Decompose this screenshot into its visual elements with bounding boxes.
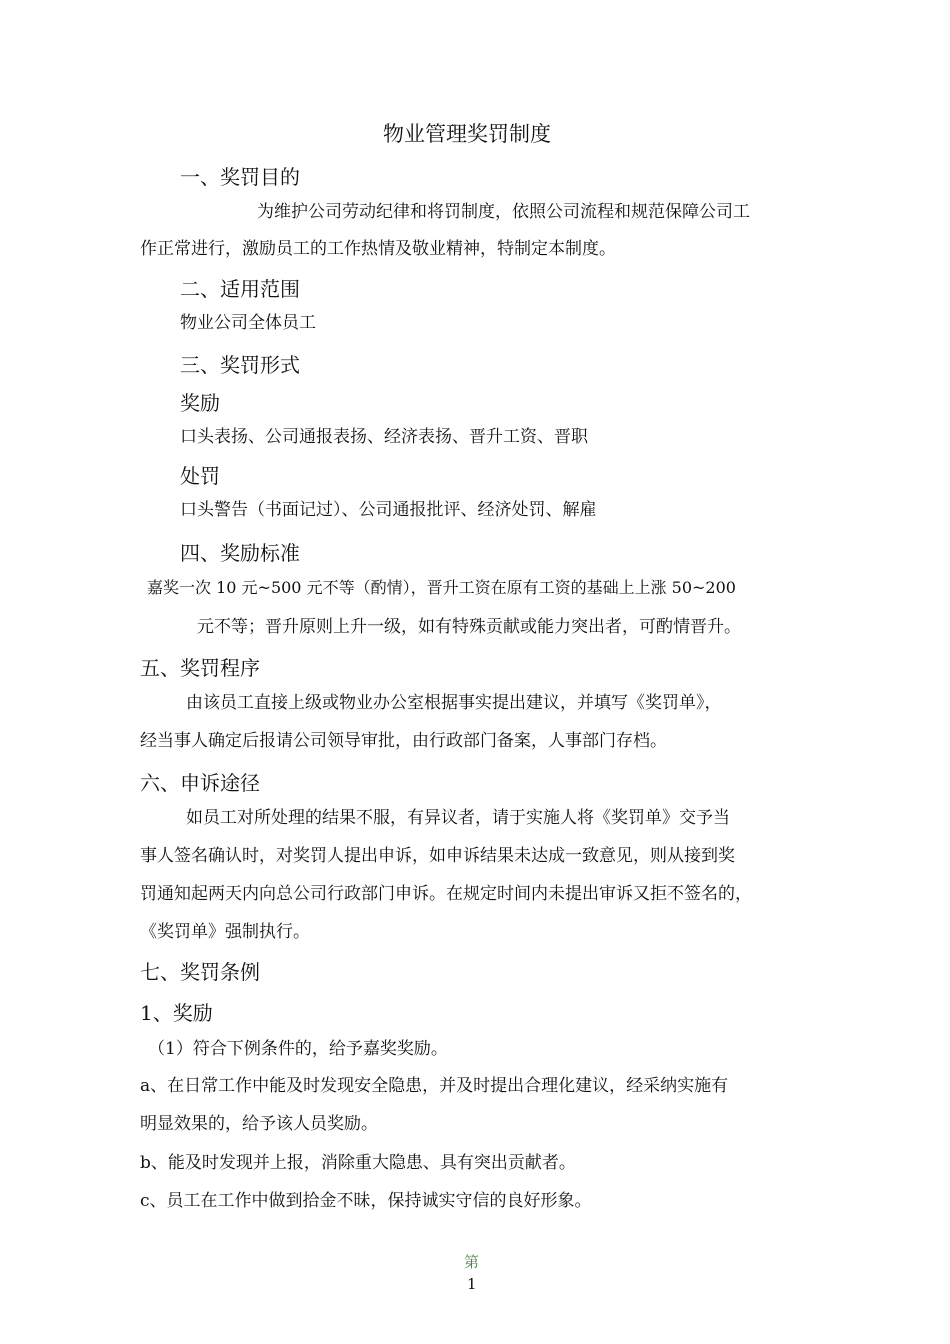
section-heading-regulations: 七、奖罚条例 <box>140 960 260 984</box>
paragraph-line: 由该员工直接上级或物业办公室根据事实提出建议，并填写《奖罚单》， <box>186 693 722 713</box>
paragraph-line: 罚通知起两天内向总公司行政部门申诉。在规定时间内未提出审诉又拒不签名的， <box>140 884 752 904</box>
paragraph-line: 为维护公司劳动纪律和将罚制度，依照公司流程和规范保障公司工 <box>257 202 750 222</box>
section-heading-purpose: 一、奖罚目的 <box>180 165 300 189</box>
paragraph-line: b、能及时发现并上报，消除重大隐患、具有突出贡献者。 <box>140 1153 576 1173</box>
page-title: 物业管理奖罚制度 <box>383 122 551 146</box>
section-heading-standards: 四、奖励标准 <box>180 541 300 565</box>
paragraph-line: 经当事人确定后报请公司领导审批，由行政部门备案，人事部门存档。 <box>140 731 667 751</box>
page-number: 1 <box>467 1275 477 1293</box>
subheading-reward: 奖励 <box>180 391 220 415</box>
section-heading-appeal: 六、申诉途径 <box>140 771 260 795</box>
penalty-forms-text: 口头警告（书面记过）、公司通报批评、经济处罚、解雇 <box>180 500 597 520</box>
paragraph-line: 物业公司全体员工 <box>180 313 316 333</box>
reward-forms-text: 口头表扬、公司通报表扬、经济表扬、晋升工资、晋职 <box>180 427 588 447</box>
paragraph-line: c、员工在工作中做到拾金不昧，保持诚实守信的良好形象。 <box>140 1191 592 1211</box>
subheading-reward-clause: 1、奖励 <box>140 1001 213 1025</box>
paragraph-line: a、在日常工作中能及时发现安全隐患，并及时提出合理化建议，经采纳实施有 <box>140 1076 729 1096</box>
section-heading-scope: 二、适用范围 <box>180 277 300 301</box>
paragraph-line: 如员工对所处理的结果不服，有异议者，请于实施人将《奖罚单》交予当 <box>186 808 730 828</box>
paragraph-line: 明显效果的，给予该人员奖励。 <box>140 1114 378 1134</box>
paragraph-line: （1）符合下例条件的，给予嘉奖奖励。 <box>148 1039 448 1059</box>
paragraph-line: 嘉奖一次 10 元~500 元不等（酌情），晋升工资在原有工资的基础上上涨 50~200 <box>147 578 736 597</box>
paragraph-line: 事人签名确认时，对奖罚人提出申诉，如申诉结果未达成一致意见，则从接到奖 <box>140 846 735 866</box>
paragraph-line: 作正常进行，激励员工的工作热情及敬业精神，特制定本制度。 <box>140 239 616 259</box>
section-heading-procedure: 五、奖罚程序 <box>140 656 260 680</box>
paragraph-line: 元不等；晋升原则上升一级，如有特殊贡献或能力突出者，可酌情晋升。 <box>197 617 741 637</box>
paragraph-line: 《奖罚单》强制执行。 <box>140 922 310 942</box>
page-label: 第 <box>464 1253 480 1271</box>
section-heading-forms: 三、奖罚形式 <box>180 353 300 377</box>
subheading-penalty: 处罚 <box>180 464 220 488</box>
